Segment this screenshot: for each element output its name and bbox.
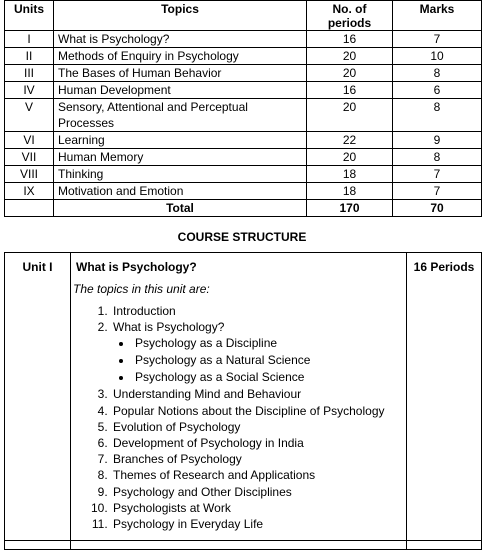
periods-cell: 22 bbox=[307, 132, 393, 149]
table-row bbox=[5, 65, 482, 82]
table-row bbox=[5, 99, 482, 132]
topic-cell: Human Memory bbox=[54, 149, 307, 166]
list-item-label: What is Psychology? bbox=[113, 320, 225, 335]
topic-line1: Sensory, Attentional and Perceptual bbox=[58, 100, 248, 114]
list-item: 3. Understanding Mind and Behaviour bbox=[111, 386, 406, 402]
subtopic-item: • Psychology as a Natural Science bbox=[133, 352, 406, 369]
header-units: Units bbox=[5, 1, 54, 31]
periods-cell: 16 bbox=[307, 31, 393, 48]
marks-cell: 7 bbox=[393, 183, 482, 200]
topic-cell: What is Psychology? bbox=[54, 31, 307, 48]
unit-detail-table bbox=[4, 252, 482, 550]
marks-cell: 10 bbox=[393, 48, 482, 65]
unit-content bbox=[71, 253, 407, 541]
total-periods: 170 bbox=[307, 200, 393, 217]
periods-cell: 18 bbox=[307, 183, 393, 200]
unit-title: What is Psychology? bbox=[76, 260, 197, 274]
list-item: 7. Branches of Psychology bbox=[111, 451, 406, 467]
marks-cell: 8 bbox=[393, 99, 482, 132]
list-item: 6. Development of Psychology in India bbox=[111, 435, 406, 451]
table-row bbox=[5, 183, 482, 200]
unit-intro: The topics in this unit are: bbox=[73, 282, 210, 296]
table-row bbox=[5, 31, 482, 48]
unit-cell: III bbox=[5, 65, 54, 82]
total-empty-cell bbox=[5, 200, 54, 217]
header-topics: Topics bbox=[54, 1, 307, 31]
unit-cell: V bbox=[5, 99, 54, 132]
marks-cell: 8 bbox=[393, 149, 482, 166]
topic-cell: Methods of Enquiry in Psychology bbox=[54, 48, 307, 65]
unit-row bbox=[5, 253, 482, 541]
units-table bbox=[4, 0, 482, 217]
header-marks: Marks bbox=[393, 1, 482, 31]
marks-cell: 7 bbox=[393, 31, 482, 48]
header-periods-line2: periods bbox=[327, 16, 372, 30]
periods-cell: 18 bbox=[307, 166, 393, 183]
total-row bbox=[5, 200, 482, 217]
subtopic-item: • Psychology as a Social Science bbox=[133, 369, 406, 386]
topic-cell: Thinking bbox=[54, 166, 307, 183]
list-item: 11. Psychology in Everyday Life bbox=[111, 516, 406, 532]
table-row bbox=[5, 82, 482, 99]
list-item: 10. Psychologists at Work bbox=[111, 500, 406, 516]
course-structure-heading: COURSE STRUCTURE bbox=[177, 230, 307, 244]
list-item: 8. Themes of Research and Applications bbox=[111, 467, 406, 483]
list-item: 4. Popular Notions about the Discipline of Psychology bbox=[111, 403, 406, 419]
subtopic-list bbox=[113, 335, 406, 386]
periods-cell: 20 bbox=[307, 65, 393, 82]
list-item: 9. Psychology and Other Disciplines bbox=[111, 484, 406, 500]
unit-label: Unit I bbox=[5, 253, 71, 541]
header-periods-line1: No. of bbox=[332, 2, 367, 16]
topic-cell: The Bases of Human Behavior bbox=[54, 65, 307, 82]
header-row bbox=[5, 1, 482, 31]
unit-cell: I bbox=[5, 31, 54, 48]
topic-cell bbox=[54, 99, 307, 132]
unit-cell: IV bbox=[5, 82, 54, 99]
table-row bbox=[5, 132, 482, 149]
topic-cell: Human Development bbox=[54, 82, 307, 99]
periods-cell: 16 bbox=[307, 82, 393, 99]
periods-cell: 20 bbox=[307, 149, 393, 166]
marks-cell: 6 bbox=[393, 82, 482, 99]
topic-cell: Learning bbox=[54, 132, 307, 149]
total-marks: 70 bbox=[393, 200, 482, 217]
list-item bbox=[111, 319, 406, 386]
marks-cell: 7 bbox=[393, 166, 482, 183]
subtopic-item: • Psychology as a Discipline bbox=[133, 335, 406, 352]
unit-cell: VII bbox=[5, 149, 54, 166]
table-row bbox=[5, 149, 482, 166]
header-periods bbox=[307, 1, 393, 31]
marks-cell: 9 bbox=[393, 132, 482, 149]
list-item: 5. Evolution of Psychology bbox=[111, 419, 406, 435]
total-label: Total bbox=[54, 200, 307, 217]
periods-cell: 20 bbox=[307, 99, 393, 132]
list-item: 1. Introduction bbox=[111, 303, 406, 319]
table-row bbox=[5, 166, 482, 183]
unit-cell: IX bbox=[5, 183, 54, 200]
unit-cell: VIII bbox=[5, 166, 54, 183]
unit-cell: II bbox=[5, 48, 54, 65]
periods-cell: 20 bbox=[307, 48, 393, 65]
unit-cell: VI bbox=[5, 132, 54, 149]
table-row bbox=[5, 48, 482, 65]
topic-list bbox=[71, 303, 406, 532]
topic-line2: Processes bbox=[58, 116, 115, 130]
marks-cell: 8 bbox=[393, 65, 482, 82]
unit-periods: 16 Periods bbox=[407, 253, 482, 541]
topic-cell: Motivation and Emotion bbox=[54, 183, 307, 200]
